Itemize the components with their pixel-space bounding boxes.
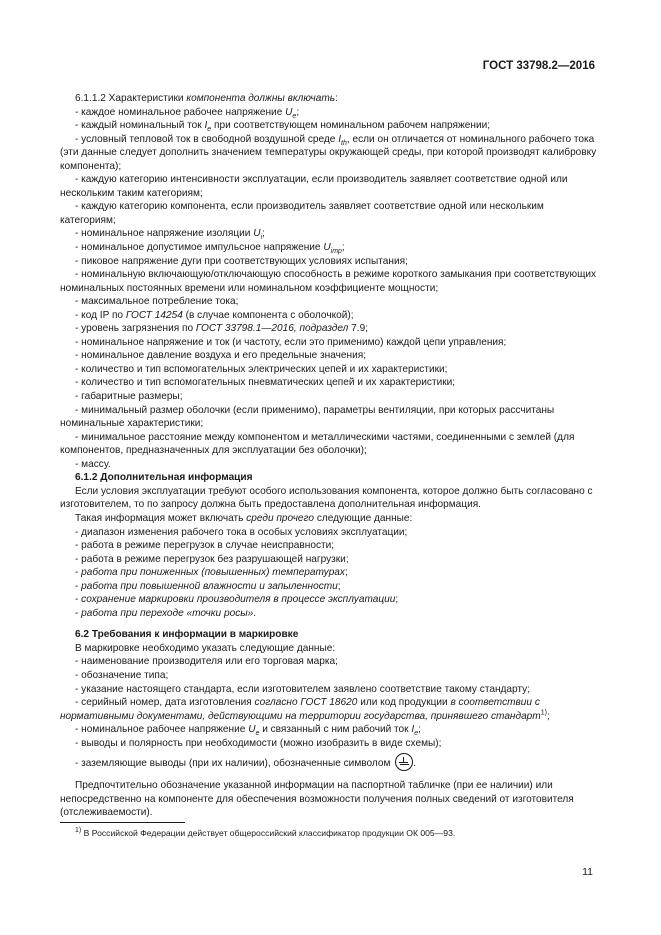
list-item: - количество и тип вспомогательных пневматических цепей и их характеристики;: [75, 377, 456, 389]
section-6-1-2-heading: 6.1.2 Дополнительная информация: [75, 472, 253, 484]
paragraph: Такая информация может включать среди прочего следующие данные:: [75, 512, 413, 524]
list-item: - каждую категорию компонента, если производитель заявляет соответствие одной или нескольким категориям;: [60, 201, 544, 226]
list-item: - работа при переходе «точки росы».: [75, 607, 257, 619]
list-item: - работа в режиме перегрузок без разрушающей нагрузки;: [75, 553, 349, 565]
footnote-reference: 1): [540, 709, 547, 717]
list-item: - условный тепловой ток в свободной воздушной среде $I_{th}$, если он отличается от номинального рабочего тока (эти данные следует дополнить значением температуры окружающей среды, при которой производят калибровку компонента);: [60, 133, 597, 172]
ground-symbol-icon: [395, 753, 413, 771]
list-item: - выводы и полярность при необходимости (можно изобразить в виде схемы);: [75, 737, 442, 749]
paragraph: Если условия эксплуатации требуют особого использования компонента, которое должно быть согласовано с изготовителем, то по запросу должна быть предоставлена дополнительная информация.: [60, 485, 593, 511]
list-item: - каждую категорию интенсивности эксплуатации, если производитель заявляет соответствие одной или нескольким таким категориям;: [60, 174, 568, 199]
list-item: - пиковое напряжение дуги при соответствующих условиях испытания;: [75, 255, 408, 267]
section-6-2-heading: 6.2 Требования к информации в маркировке: [75, 629, 299, 641]
list-item: - каждый номинальный ток $I_e$ при соответствующем номинальном рабочем напряжении;: [75, 120, 491, 134]
list-item: - серийный номер, дата изготовления согласно ГОСТ 18620 или код продукции в соответствии с нормативными документами, действующими на территории государства, принявшего стандарт$^{1)}$;: [60, 697, 550, 722]
list-item: - номинальную включающую/отключающую способность в режиме короткого замыкания при соответствующих номинальных постоянных времени или номинальном коэффициенте мощности;: [60, 269, 597, 294]
list-item: - номинальное допустимое импульсное напряжение $U_{imp}$;: [75, 242, 345, 256]
paragraph: В маркировке необходимо указать следующие данные:: [75, 642, 336, 654]
page-number: 11: [582, 866, 593, 878]
list-item: - номинальное напряжение изоляции $U_i$;: [75, 228, 265, 242]
list-item: - минимальный размер оболочки (если применимо), параметры вентиляции, при которых рассчитаны номинальные характеристики;: [60, 404, 555, 430]
list-item: - указание настоящего стандарта, если изготовителем заявлено соответствие такому стандарту;: [75, 683, 531, 695]
list-item: - код IP по ГОСТ 14254 (в случае компонента с оболочкой);: [75, 309, 354, 321]
list-item: - работа при повышенной влажности и запыленности;: [75, 580, 341, 592]
page-body: [60, 92, 601, 820]
list-item: - работа в режиме перегрузок в случае неисправности;: [75, 540, 335, 552]
list-item: - номинальное напряжение и ток (и частоту, если это применимо) каждой цепи управления;: [75, 336, 507, 348]
list-item: - количество и тип вспомогательных электрических цепей и их характеристики;: [75, 363, 448, 375]
list-item: - уровень загрязнения по ГОСТ 33798.1—2016, подраздел 7.9;: [75, 323, 369, 335]
document-header: ГОСТ 33798.2—2016: [482, 60, 595, 72]
list-item: - сохранение маркировки производителя в процессе эксплуатации;: [75, 594, 399, 606]
footnote: $^{1)}$ В Российской Федерации действует общероссийский классификатор продукции ОК 005—93.: [75, 827, 456, 838]
list-item: - минимальное расстояние между компонентом и металлическими частями, соединенными с землей (для компонентов, предназначенных для эксплуатации без оболочки);: [60, 431, 575, 457]
paragraph: Предпочтительно обозначение указанной информации на паспортной табличке (при ее наличии) или непосредственно на компоненте для обеспечения возможности получения полных сведений от изготовителя (отслеживаемости).: [60, 780, 574, 819]
list-item: - работа при пониженных (повышенных) температурах;: [75, 567, 348, 579]
section-gap: [60, 620, 601, 628]
list-item: - каждое номинальное рабочее напряжение $U_e$;: [75, 106, 300, 120]
list-item: - габаритные размеры;: [75, 391, 183, 403]
list-item: - максимальное потребление тока;: [75, 296, 239, 308]
footnote-divider: [60, 822, 185, 823]
list-item: - наименование производителя или его торговая марка;: [75, 656, 338, 668]
section-6-1-1-2-intro: 6.1.1.2 Характеристики компонента должны включать:: [75, 93, 338, 104]
list-item: - массу.: [75, 458, 111, 470]
list-item: - обозначение типа;: [75, 669, 169, 681]
list-item: - номинальное давление воздуха и его предельные значения;: [75, 350, 367, 362]
list-item: - заземляющие выводы (при их наличии), обозначенные символом .: [60, 753, 601, 771]
list-item: - диапазон изменения рабочего тока в особых условиях эксплуатации;: [75, 526, 408, 538]
section-gap: [60, 771, 601, 779]
list-item: - номинальное рабочее напряжение $U_e$ и связанный с ним рабочий ток $I_e$;: [75, 724, 421, 738]
